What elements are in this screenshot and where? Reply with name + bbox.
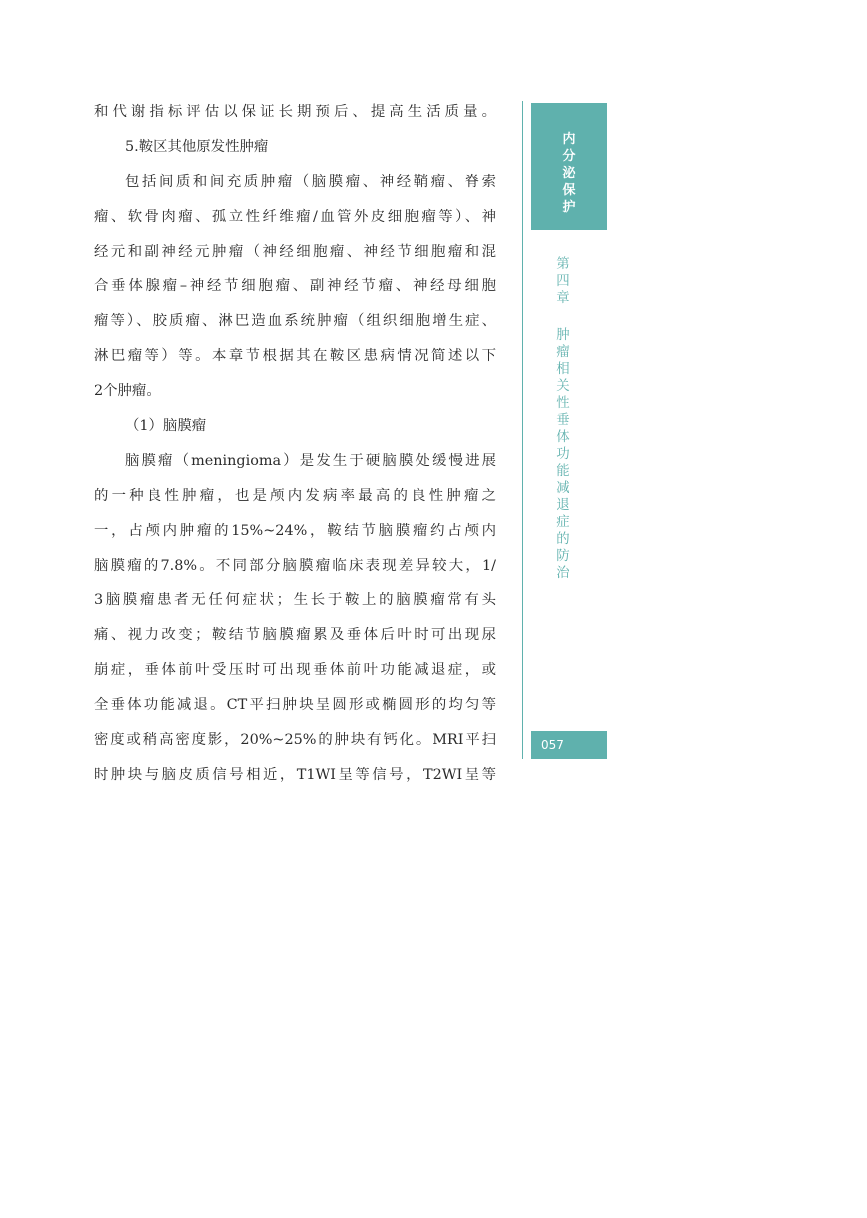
text-line: 包括间质和间充质肿瘤（脑膜瘤、神经鞘瘤、脊索 [125,173,496,190]
section-tab [531,103,607,230]
text-line: 时肿块与脑皮质信号相近，T1WI呈等信号，T2WI呈等 [94,766,496,783]
text-line: 密度或稍高密度影，20%~25%的肿块有钙化。MRI平扫 [94,732,496,749]
text-line: 3脑膜瘤患者无任何症状；生长于鞍上的脑膜瘤常有头 [94,592,496,609]
text-line: 淋巴瘤等）等。本章节根据其在鞍区患病情况简述以下 [94,348,496,365]
text-line: 痛、视力改变；鞍结节脑膜瘤累及垂体后叶时可出现尿 [94,627,496,644]
text-line: 瘤等）、胶质瘤、淋巴造血系统肿瘤（组织细胞增生症、 [94,313,496,330]
text-line: 经元和副神经元肿瘤（神经细胞瘤、神经节细胞瘤和混 [94,243,496,260]
chapter-spacer [555,307,571,327]
text-line: 脑膜瘤的7.8%。不同部分脑膜瘤临床表现差异较大，1/ [94,557,496,574]
body-text [94,95,496,793]
sidebar-divider [522,101,523,759]
text-line: 的一种良性肿瘤，也是颅内发病率最高的良性肿瘤之 [94,487,496,504]
section-heading: 5.鞍区其他原发性肿瘤 [125,138,269,155]
chapter-heading [555,256,571,582]
text-line: 瘤、软骨肉瘤、孤立性纤维瘤/血管外皮细胞瘤等）、神 [94,208,496,225]
chapter-title: 肿瘤相关性垂体功能减退症的防治 [556,328,570,581]
chapter-number: 第四章 [556,257,570,306]
text-line: 全垂体功能减退。CT平扫肿块呈圆形或椭圆形的均匀等 [94,697,496,714]
section-tab-label: 内分泌保护 [562,132,576,215]
text-line: 一，占颅内肿瘤的15%~24%，鞍结节脑膜瘤约占颅内 [94,522,496,539]
text-line: 合垂体腺瘤–神经节细胞瘤、副神经节瘤、神经母细胞 [94,278,496,295]
text-line: 脑膜瘤（meningioma）是发生于硬脑膜处缓慢进展 [125,452,496,469]
text-line: 和代谢指标评估以保证长期预后、提高生活质量。 [94,104,496,120]
page-number: 057 [541,738,564,752]
text-line: 崩症，垂体前叶受压时可出现垂体前叶功能减退症，或 [94,662,496,679]
page-number-tab [531,731,607,759]
text-line: 2个肿瘤。 [94,383,161,400]
subsection-heading: （1）脑膜瘤 [125,418,207,435]
